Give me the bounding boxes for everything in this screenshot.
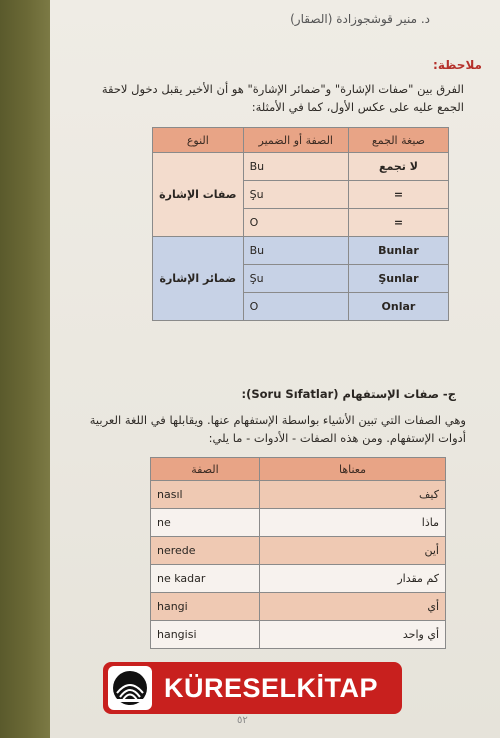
table-row [151,481,446,509]
note-paragraph: الفرق بين "صفات الإشارة" و"ضمائر الإشارة" هو أن الأخير يقبل دخول لاحقة الجمع عليه على عكس الأول، كما في الأمثلة: [101,82,464,114]
plural-form-cell: = [348,209,448,237]
adjective-cell: Şu [243,181,348,209]
globe-logo-icon [108,666,152,710]
adjective-cell: O [243,209,348,237]
arabic-cell: كيف [260,481,446,509]
table-header-row [151,458,446,481]
plural-form-cell: Bunlar [348,237,448,265]
arabic-cell: كم مقدار [260,565,446,593]
plural-form-cell: لا تجمع [348,153,448,181]
plural-form-cell: Onlar [348,293,448,321]
arabic-cell: أي [260,593,446,621]
running-header: د. منير قوشجوزادة (الصقار) [290,12,430,26]
header-type: النوع [153,128,244,153]
turkish-cell: ne kadar [151,565,260,593]
turkish-cell: nasıl [151,481,260,509]
table-header-row [153,128,449,153]
table-row [151,593,446,621]
turkish-cell: nerede [151,537,260,565]
table-row [151,565,446,593]
plural-form-cell: = [348,181,448,209]
plural-form-cell: Şunlar [348,265,448,293]
adjective-cell: O [243,293,348,321]
header-meaning: معناها [260,458,446,481]
question-adjectives-table [150,457,446,649]
table-row [151,621,446,649]
table-row [151,537,446,565]
section-title: ج- صفات الإستفهام (Soru Sıfatlar): [241,387,456,401]
page-number: ٥٢ [237,715,248,726]
note-title: ملاحظة: [433,58,482,72]
header-adjective: الصفة [151,458,260,481]
turkish-cell: hangi [151,593,260,621]
type-cell: ضمائر الإشارة [153,237,244,321]
turkish-cell: hangisi [151,621,260,649]
table-row [153,153,449,181]
type-cell: صفات الإشارة [153,153,244,237]
arabic-cell: ماذا [260,509,446,537]
table-row [153,237,449,265]
adjective-cell: Bu [243,153,348,181]
header-adjective: الصفة أو الضمير [243,128,348,153]
arabic-cell: أين [260,537,446,565]
adjective-cell: Bu [243,237,348,265]
demonstratives-table [152,127,449,321]
header-plural-form: صيغة الجمع [348,128,448,153]
turkish-cell: ne [151,509,260,537]
section-paragraph: وهي الصفات التي تبين الأشياء بواسطة الإستفهام عنها. ويقابلها في اللغة العربية أدوات الإستفهام. ومن هذه الصفات - الأدوات - ما يلي: [89,413,466,445]
watermark-banner [103,662,402,714]
watermark-text: KÜRESELKİTAP [164,672,379,703]
book-spine [0,0,50,738]
arabic-cell: أي واحد [260,621,446,649]
table-row [151,509,446,537]
adjective-cell: Şu [243,265,348,293]
